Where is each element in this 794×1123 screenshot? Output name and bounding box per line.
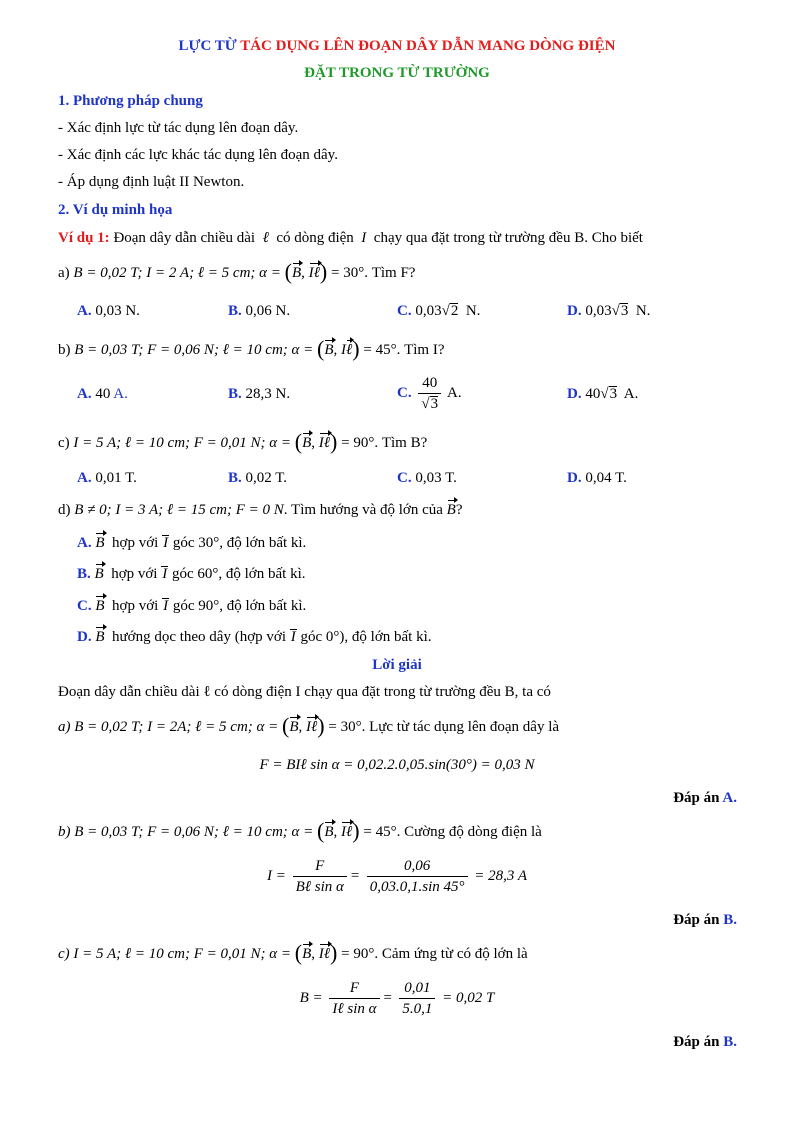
section1-heading: 1. Phương pháp chung: [58, 93, 203, 109]
option-a-A[interactable]: A. 0,03 N.: [77, 303, 140, 319]
option-a-D[interactable]: D. 0,03√3 N.: [567, 303, 651, 319]
section1-item: - Áp dụng định luật II Newton.: [58, 174, 245, 190]
section1-item: - Xác định các lực khác tác dụng lên đoạn dây.: [58, 147, 338, 163]
solution-b-formula: I = $\frac{F}{\text{Bℓ sin α}}$ = $\frac{0,06}{0,03.0,1.\sin 45^\circ}$ = 28,3 A: [266, 858, 528, 895]
solution-c-given: c) I = 5 A; ℓ = 10 cm; F = 0,01 N; α = (B, Iℓ) = 90°. Cảm ứng từ có độ lớn là: [58, 940, 528, 965]
option-d-C[interactable]: C. B hợp với I góc 90°, độ lớn bất kì.: [77, 598, 307, 614]
page-title: [0, 37, 794, 55]
option-c-B[interactable]: B. 0,02 T.: [228, 470, 288, 486]
solution-intro: Đoạn dây dẫn chiều dài ℓ có dòng điện I chạy qua đặt trong từ trường đều B, ta có: [58, 684, 551, 700]
option-a-C[interactable]: C. 0,03√2 N.: [397, 303, 481, 319]
option-c-D[interactable]: D. 0,04 T.: [567, 470, 627, 486]
solution-b-given: b) B = 0,03 T; F = 0,06 N; ℓ = 10 cm; α = (B, Iℓ) = 45°. Cường độ dòng điện là: [58, 818, 542, 843]
option-d-A[interactable]: A. B hợp với I góc 30°, độ lớn bất kì.: [77, 535, 307, 551]
option-c-C[interactable]: C. 0,03 T.: [397, 470, 457, 486]
answer-b: Đáp án B.: [673, 912, 737, 928]
solution-c-formula: B = $\frac{F}{\text{Iℓ sin α}}$ = $\frac{0,01}{5.0,1}$ = 0,02 T: [299, 980, 495, 1017]
title-part2: TÁC DỤNG LÊN ĐOẠN DÂY DẪN MANG DÒNG ĐIỆN: [240, 38, 616, 54]
page-subtitle: ĐẶT TRONG TỪ TRƯỜNG: [304, 65, 490, 81]
example1-label: Ví dụ 1:: [58, 230, 110, 246]
question-b: b) B = 0,03 T; F = 0,06 N; ℓ = 10 cm; α = (B, Iℓ) = 45°. Tìm I?: [58, 336, 445, 361]
option-c-A[interactable]: A. 0,01 T.: [77, 470, 137, 486]
option-b-C[interactable]: C. $\frac{40}{√3}$ A.: [397, 375, 462, 412]
option-a-B[interactable]: B. 0,06 N.: [228, 303, 291, 319]
answer-a: Đáp án A.: [673, 790, 737, 806]
question-d: d) B ≠ 0; I = 3 A; ℓ = 15 cm; F = 0 N. Tìm hướng và độ lớn của B?: [58, 502, 463, 518]
option-b-D[interactable]: D. 40√3 A.: [567, 386, 639, 402]
title-part1: LỰC TỪ: [178, 38, 237, 54]
option-b-B[interactable]: B. 28,3 N.: [228, 386, 291, 402]
answer-c: Đáp án B.: [673, 1034, 737, 1050]
question-c: c) I = 5 A; ℓ = 10 cm; F = 0,01 N; α = (B, Iℓ) = 90°. Tìm B?: [58, 429, 428, 454]
section1-item: - Xác định lực từ tác dụng lên đoạn dây.: [58, 120, 299, 136]
solution-a-given: a) B = 0,02 T; I = 2A; ℓ = 5 cm; α = (B, Iℓ) = 30°. Lực từ tác dụng lên đoạn dây là: [58, 713, 560, 738]
section2-heading: 2. Ví dụ minh họa: [58, 202, 173, 218]
option-d-D[interactable]: D. B hướng dọc theo dây (hợp với I góc 0°), độ lớn bất kì.: [77, 629, 432, 645]
question-a: a) B = 0,02 T; I = 2 A; ℓ = 5 cm; α = (B, Iℓ) = 30°. Tìm F?: [58, 259, 416, 284]
solution-heading: Lời giải: [372, 657, 422, 673]
example1-intro: Ví dụ 1: Đoạn dây dẫn chiều dài ℓ có dòng điện I chạy qua đặt trong từ trường đều B. Cho biết: [58, 230, 643, 246]
option-d-B[interactable]: B. B hợp với I góc 60°, độ lớn bất kì.: [77, 566, 306, 582]
solution-a-formula: F = BIℓ sin α = 0,02.2.0,05.sin(30°) = 0,03 N: [259, 757, 535, 773]
option-b-A[interactable]: A. 40 A.: [77, 386, 128, 402]
